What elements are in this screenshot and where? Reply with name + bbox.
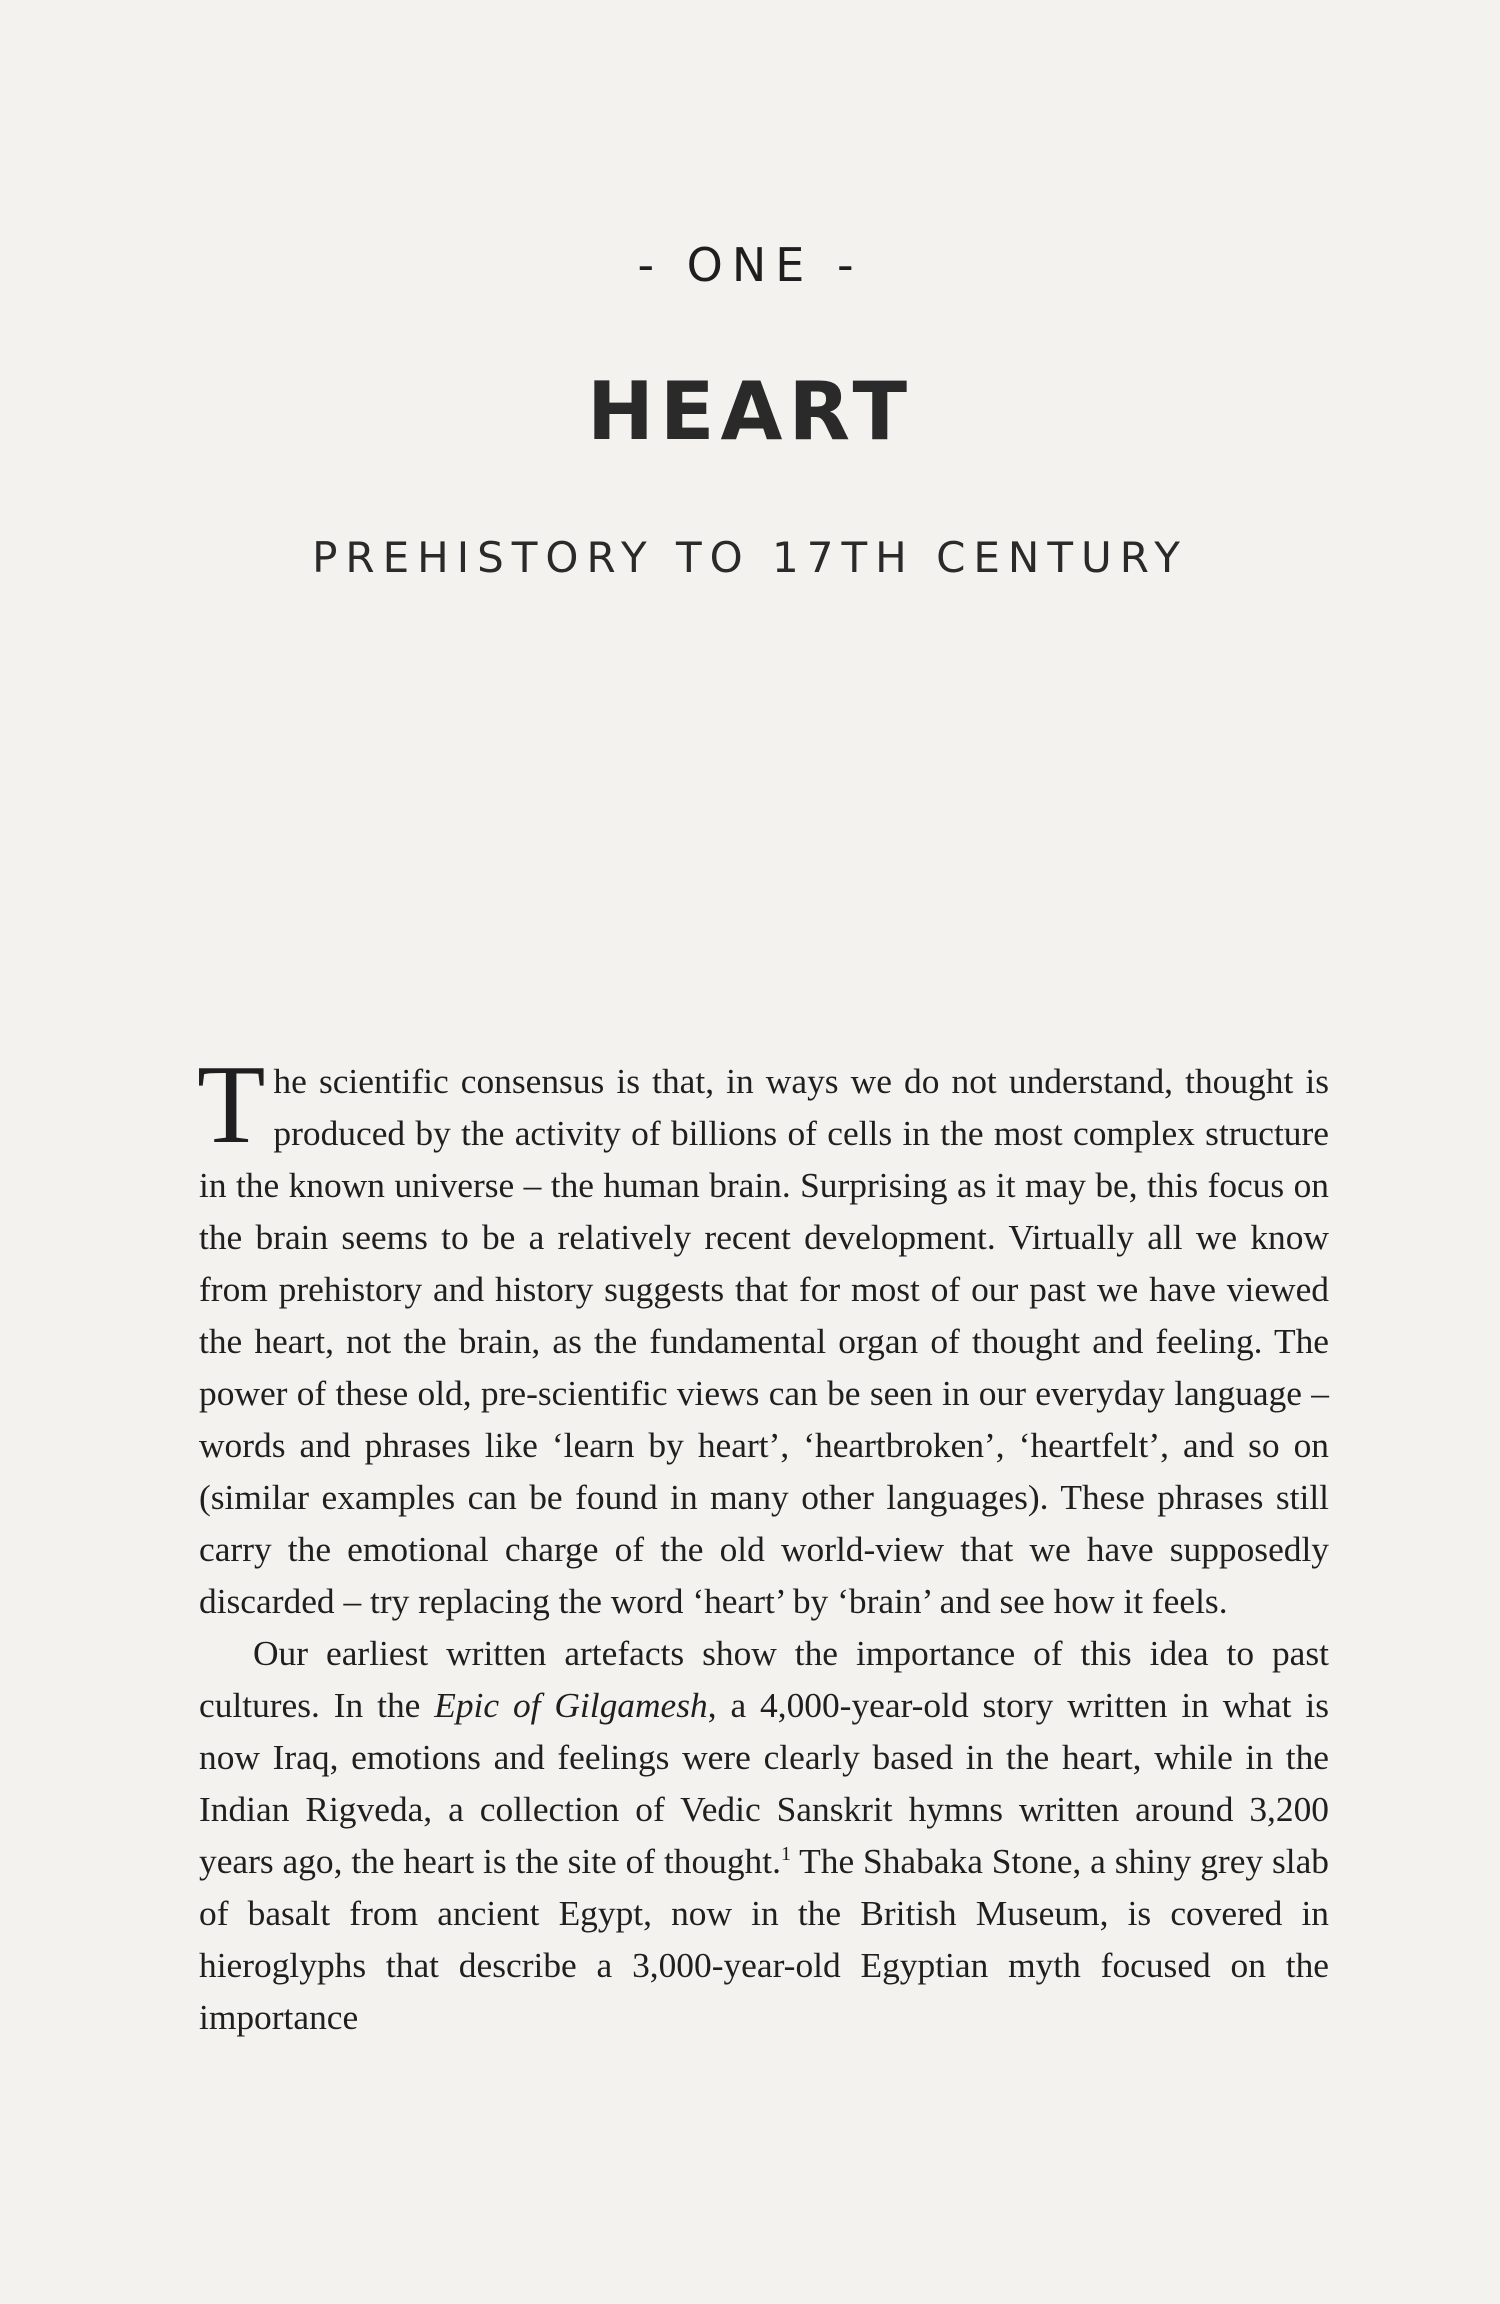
- chapter-body: [197, 1043, 1329, 2043]
- epic-title: Epic of Gilgamesh: [434, 1685, 708, 1725]
- chapter-title: HEART: [586, 365, 914, 458]
- chapter-number: - ONE -: [637, 238, 863, 292]
- drop-cap: T: [197, 1043, 266, 1167]
- paragraph-2-part-2: , a 4,000-year-old story written in what is now Iraq, emotions and feelings were clearly based in the heart, while in the Indian Rigveda, a collection of Vedic Sanskrit hymns written around 3,200 years ago, the heart is the site of thought.: [199, 1685, 1329, 1881]
- paragraph-2: [199, 1627, 1329, 2043]
- paragraph-1-text: he scientific consensus is that, in ways we do not understand, thought is produced by the activity of billions of cells in the most complex structure in the known universe – the human brain. Surprising as it may be, this focus on the brain seems to be a relatively recent development. Virtually all we know from prehistory and history suggests that for most of our past we have viewed the heart, not the brain, as the fundamental organ of thought and feeling. The power of these old, pre-scientific views can be seen in our everyday language – words and phrases like ‘learn by heart’, ‘heartbroken’, ‘heartfelt’, and so on (similar examples can be found in many other languages). These phrases still carry the emotional charge of the old world-view that we have supposedly discarded – try replacing the word ‘heart’ by ‘brain’ and see how it feels.: [199, 1061, 1329, 1621]
- paragraph-2-part-3: The Shabaka Stone, a shiny grey slab of basalt from ancient Egypt, now in the British Museum, is covered in hieroglyphs that describe a 3,000-year-old Egyptian myth focused on the importance: [199, 1841, 1329, 2037]
- paragraph-2-part-1: Our earliest written artefacts show the importance of this idea to past cultures. In the: [199, 1633, 1329, 1725]
- footnote-ref[interactable]: 1: [780, 1843, 791, 1866]
- paragraph-1: [197, 1043, 1329, 1627]
- chapter-subtitle: PREHISTORY TO 17TH CENTURY: [312, 533, 1188, 582]
